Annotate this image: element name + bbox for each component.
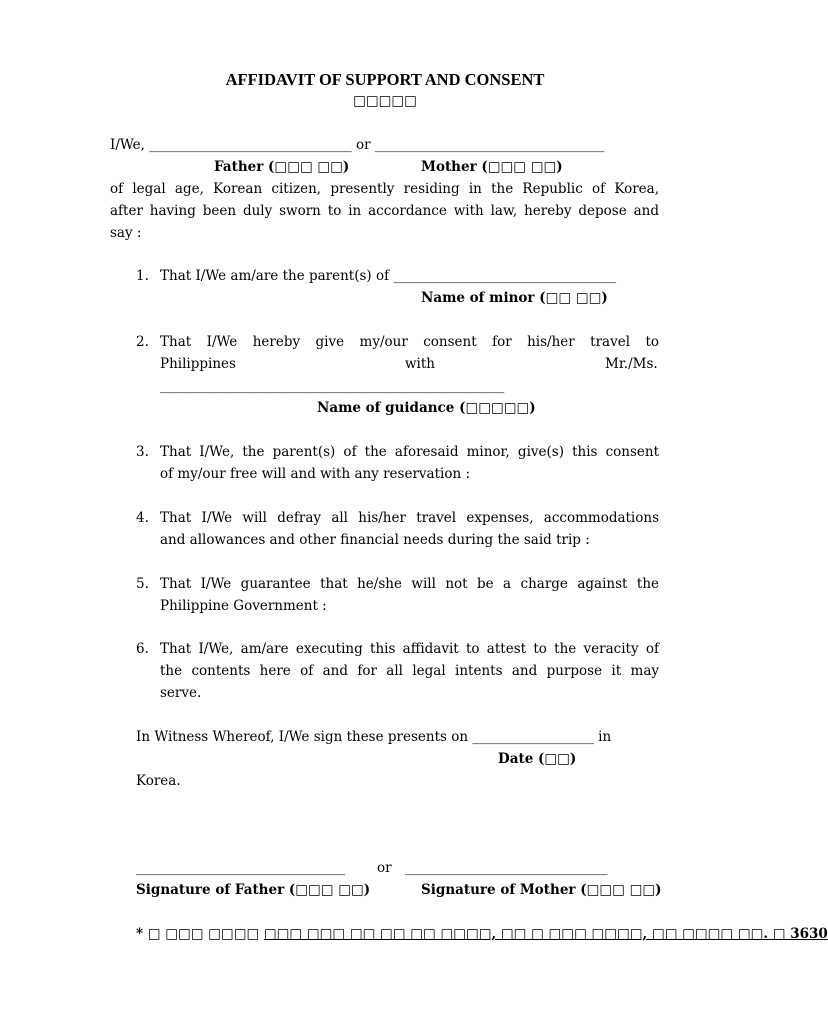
- item-6-line-2: the contents here of and for all legal intents and purpose it may: [160, 663, 659, 679]
- minor-name-label: Name of minor (□□ □□): [421, 290, 608, 306]
- father-signature-label: Signature of Father (□□□ □□): [136, 882, 371, 898]
- item-2-line-1: That I/We hereby give my/our consent for his/her travel to: [160, 334, 659, 350]
- item-5-line-1: That I/We guarantee that he/she will not be a charge against the: [160, 576, 659, 592]
- mother-signature-line: ______________________________: [405, 860, 608, 876]
- father-signature-line: _______________________________: [136, 860, 346, 876]
- witness-line: In Witness Whereof, I/We sign these presents on __________________ in: [136, 729, 612, 745]
- item-2-country: Philippines: [160, 356, 236, 372]
- item-5-number: 5.: [136, 576, 149, 592]
- guidance-name-line: ___________________________________________________: [160, 378, 505, 394]
- father-label: Father (□□□ □□): [214, 159, 350, 175]
- footnote-text-b: □□□ □□□ □□ □□ □□ □□□□, □□ □ □□□ □□□□, □□ □□□□ □□. □ 3630: [263, 926, 828, 942]
- document-title: AFFIDAVIT OF SUPPORT AND CONSENT: [225, 70, 545, 89]
- intro-line-1: I/We, ______________________________ or __________________________________: [110, 137, 605, 153]
- item-4-line-1: That I/We will defray all his/her travel expenses, accommodations: [160, 510, 659, 526]
- guidance-name-label: Name of guidance (□□□□□): [317, 400, 536, 416]
- item-2-number: 2.: [136, 334, 149, 350]
- witness-place: Korea.: [136, 773, 181, 789]
- intro-line-3: of legal age, Korean citizen, presently residing in the Republic of Korea,: [110, 181, 659, 197]
- date-label: Date (□□): [498, 751, 577, 767]
- item-6-number: 6.: [136, 641, 149, 657]
- item-1-line-1: That I/We am/are the parent(s) of _________________________________: [160, 268, 617, 284]
- item-6-line-1: That I/We, am/are executing this affidavit to attest to the veracity of: [160, 641, 659, 657]
- footnote: [136, 926, 828, 943]
- signature-or: or: [377, 860, 392, 876]
- item-4-number: 4.: [136, 510, 149, 526]
- mother-label: Mother (□□□ □□): [421, 159, 563, 175]
- item-3-number: 3.: [136, 444, 149, 460]
- intro-line-4: after having been duly sworn to in accordance with law, hereby depose and: [110, 203, 659, 219]
- intro-line-5: say :: [110, 225, 142, 241]
- item-3-line-1: That I/We, the parent(s) of the aforesaid minor, give(s) this consent: [160, 444, 659, 460]
- document-subtitle: □□□□□: [353, 93, 417, 109]
- item-2-title: Mr./Ms.: [605, 356, 658, 372]
- item-5-line-2: Philippine Government :: [160, 598, 327, 614]
- mother-signature-label: Signature of Mother (□□□ □□): [421, 882, 662, 898]
- item-3-line-2: of my/our free will and with any reservation :: [160, 466, 470, 482]
- item-2-with: with: [405, 356, 435, 372]
- footnote-text-a: * □ □□□ □□□□: [136, 926, 264, 942]
- item-4-line-2: and allowances and other financial needs during the said trip :: [160, 532, 590, 548]
- item-6-line-3: serve.: [160, 685, 202, 701]
- item-1-number: 1.: [136, 268, 149, 284]
